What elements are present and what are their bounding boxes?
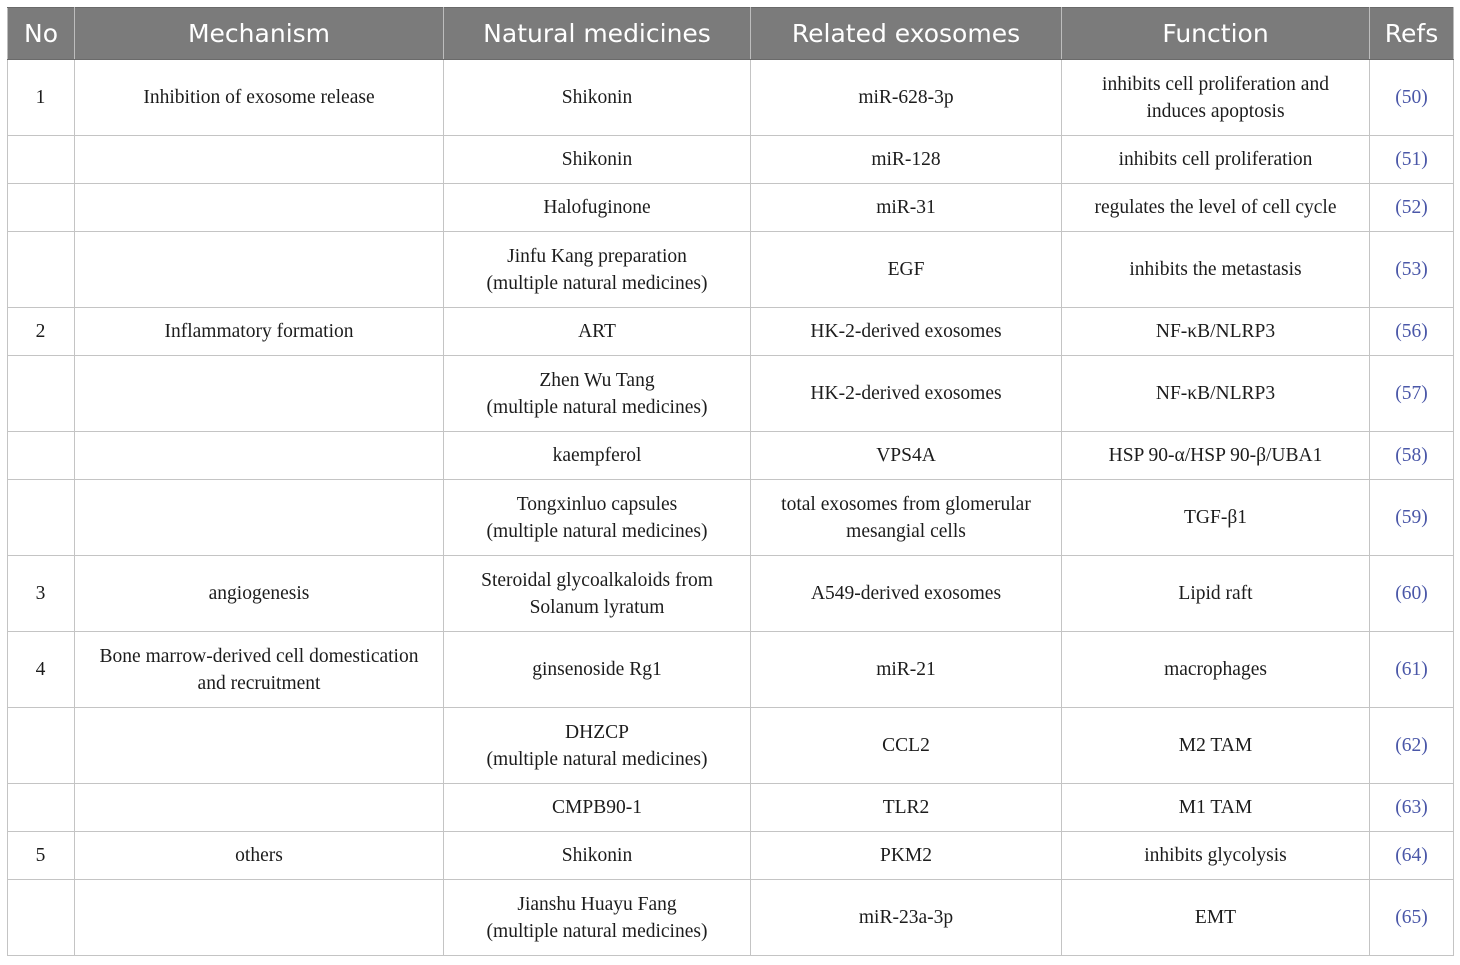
cell-text-line: M1 TAM	[1178, 797, 1253, 818]
cell-natural-medicine	[444, 60, 751, 136]
cell-text-line: VPS4A	[876, 445, 936, 466]
cell-text-line: (multiple natural medicines)	[486, 520, 708, 542]
cell-related-exosome	[751, 880, 1062, 956]
cell-ref	[1370, 432, 1454, 480]
cell-text-line: A549-derived exosomes	[810, 583, 1002, 604]
cell-text-line: HSP 90-α/HSP 90-β/UBA1	[1108, 445, 1323, 466]
cell-related-exosome	[751, 832, 1062, 880]
mechanism-text: angiogenesis	[208, 583, 310, 604]
cell-mechanism	[75, 784, 444, 832]
reference-link[interactable]: (60)	[1395, 583, 1428, 604]
cell-mechanism	[75, 308, 444, 356]
cell-no	[8, 60, 75, 136]
cell-function	[1062, 136, 1370, 184]
header-refs: Refs	[1370, 8, 1454, 60]
cell-text-line: miR-21	[876, 659, 936, 680]
header-natural-medicines: Natural medicines	[444, 8, 751, 60]
cell-mechanism	[75, 356, 444, 432]
cell-text-line: EGF	[887, 259, 925, 280]
cell-text-line: NF-κB/NLRP3	[1155, 321, 1276, 342]
cell-natural-medicine	[444, 432, 751, 480]
cell-related-exosome	[751, 184, 1062, 232]
cell-text-line: (multiple natural medicines)	[486, 396, 708, 418]
cell-ref	[1370, 708, 1454, 784]
cell-natural-medicine	[444, 708, 751, 784]
table-row	[8, 708, 1454, 784]
reference-link[interactable]: (59)	[1395, 507, 1428, 528]
cell-ref	[1370, 832, 1454, 880]
table-row	[8, 880, 1454, 956]
cell-no	[8, 356, 75, 432]
cell-ref	[1370, 480, 1454, 556]
cell-mechanism	[75, 432, 444, 480]
cell-mechanism	[75, 880, 444, 956]
cell-ref	[1370, 308, 1454, 356]
reference-link[interactable]: (50)	[1395, 87, 1428, 108]
table-row	[8, 832, 1454, 880]
cell-text-line: Tongxinluo capsules	[516, 493, 678, 515]
cell-function	[1062, 432, 1370, 480]
cell-mechanism	[75, 480, 444, 556]
cell-function	[1062, 480, 1370, 556]
cell-ref	[1370, 556, 1454, 632]
table-row	[8, 784, 1454, 832]
cell-mechanism	[75, 632, 444, 708]
cell-related-exosome	[751, 136, 1062, 184]
header-function: Function	[1062, 8, 1370, 60]
cell-text-line: (multiple natural medicines)	[486, 920, 708, 942]
cell-function	[1062, 832, 1370, 880]
cell-natural-medicine	[444, 784, 751, 832]
cell-related-exosome	[751, 432, 1062, 480]
cell-text-line: PKM2	[879, 845, 933, 866]
mechanism-text: Bone marrow-derived cell domestication and recruitment	[99, 645, 419, 694]
cell-related-exosome	[751, 356, 1062, 432]
cell-text-line: mesangial cells	[846, 520, 966, 542]
cell-no	[8, 432, 75, 480]
cell-function	[1062, 60, 1370, 136]
cell-text-line: M2 TAM	[1178, 735, 1253, 756]
cell-text-line: (multiple natural medicines)	[486, 272, 708, 294]
cell-function	[1062, 880, 1370, 956]
cell-text-line: EMT	[1194, 907, 1237, 928]
cell-text-line: Shikonin	[561, 87, 633, 108]
cell-natural-medicine	[444, 632, 751, 708]
cell-ref	[1370, 356, 1454, 432]
reference-link[interactable]: (62)	[1395, 735, 1428, 756]
cell-natural-medicine	[444, 556, 751, 632]
cell-text-line: kaempferol	[552, 445, 642, 466]
cell-natural-medicine	[444, 136, 751, 184]
table-row	[8, 60, 1454, 136]
cell-no	[8, 832, 75, 880]
cell-related-exosome	[751, 480, 1062, 556]
table-body	[8, 60, 1454, 956]
cell-natural-medicine	[444, 832, 751, 880]
cell-text-line: inhibits cell proliferation and	[1102, 73, 1329, 95]
table-row	[8, 184, 1454, 232]
cell-ref	[1370, 60, 1454, 136]
cell-text-line: Zhen Wu Tang	[539, 369, 655, 391]
cell-text-line: TGF-β1	[1183, 507, 1247, 528]
cell-text-line: NF-κB/NLRP3	[1155, 383, 1276, 404]
header-related-exosomes: Related exosomes	[751, 8, 1062, 60]
cell-related-exosome	[751, 708, 1062, 784]
cell-text-line: DHZCP	[565, 721, 629, 743]
cell-no	[8, 308, 75, 356]
cell-no	[8, 184, 75, 232]
cell-function	[1062, 356, 1370, 432]
header-mechanism: Mechanism	[75, 8, 444, 60]
cell-text-line: miR-628-3p	[858, 87, 954, 108]
table-row	[8, 432, 1454, 480]
cell-function	[1062, 556, 1370, 632]
cell-no	[8, 136, 75, 184]
cell-natural-medicine	[444, 232, 751, 308]
cell-text-line: Steroidal glycoalkaloids from	[481, 569, 713, 591]
reference-link[interactable]: (51)	[1395, 149, 1428, 170]
cell-text-line: (multiple natural medicines)	[486, 748, 708, 770]
table-row	[8, 556, 1454, 632]
cell-text-line: miR-128	[871, 149, 941, 170]
cell-mechanism	[75, 232, 444, 308]
cell-text-line: macrophages	[1164, 659, 1267, 680]
cell-text-line: TLR2	[882, 797, 930, 818]
reference-link[interactable]: (58)	[1395, 445, 1428, 466]
cell-function	[1062, 784, 1370, 832]
cell-text-line: miR-23a-3p	[858, 907, 954, 928]
reference-link[interactable]: (56)	[1395, 321, 1428, 342]
cell-ref	[1370, 184, 1454, 232]
cell-ref	[1370, 232, 1454, 308]
cell-text-line: Shikonin	[561, 149, 633, 170]
cell-related-exosome	[751, 632, 1062, 708]
cell-mechanism	[75, 832, 444, 880]
cell-related-exosome	[751, 232, 1062, 308]
cell-text-line: CMPB90-1	[552, 797, 642, 818]
cell-no	[8, 480, 75, 556]
cell-text-line: inhibits glycolysis	[1144, 845, 1287, 866]
reference-link[interactable]: (63)	[1395, 797, 1428, 818]
cell-text-line: induces apoptosis	[1146, 100, 1285, 122]
row-number: 4	[35, 659, 46, 680]
reference-link[interactable]: (52)	[1395, 197, 1428, 218]
cell-mechanism	[75, 136, 444, 184]
row-number: 1	[35, 87, 46, 108]
table-header-row	[8, 8, 1454, 60]
cell-text-line: Jianshu Huayu Fang	[517, 893, 677, 915]
table-row	[8, 136, 1454, 184]
cell-ref	[1370, 784, 1454, 832]
cell-natural-medicine	[444, 480, 751, 556]
cell-text-line: HK-2-derived exosomes	[810, 383, 1002, 404]
cell-text-line: inhibits the metastasis	[1129, 259, 1302, 280]
cell-text-line: Halofuginone	[543, 197, 651, 218]
cell-no	[8, 708, 75, 784]
cell-related-exosome	[751, 308, 1062, 356]
mechanism-text: others	[235, 845, 283, 866]
data-table-container	[7, 7, 1453, 956]
cell-text-line: regulates the level of cell cycle	[1094, 197, 1337, 218]
reference-link[interactable]: (61)	[1395, 659, 1428, 680]
cell-ref	[1370, 136, 1454, 184]
cell-text-line: CCL2	[882, 735, 930, 756]
cell-natural-medicine	[444, 356, 751, 432]
cell-function	[1062, 232, 1370, 308]
reference-link[interactable]: (65)	[1395, 907, 1428, 928]
table-row	[8, 308, 1454, 356]
cell-function	[1062, 184, 1370, 232]
cell-no	[8, 232, 75, 308]
cell-mechanism	[75, 556, 444, 632]
cell-no	[8, 784, 75, 832]
cell-function	[1062, 632, 1370, 708]
cell-natural-medicine	[444, 880, 751, 956]
cell-text-line: miR-31	[876, 197, 936, 218]
mechanism-text: Inflammatory formation	[164, 321, 354, 342]
cell-text-line: Shikonin	[561, 845, 633, 866]
reference-link[interactable]: (57)	[1395, 383, 1428, 404]
table-row	[8, 232, 1454, 308]
table-row	[8, 480, 1454, 556]
table-row	[8, 632, 1454, 708]
reference-link[interactable]: (64)	[1395, 845, 1428, 866]
header-no: No	[8, 8, 75, 60]
cell-related-exosome	[751, 556, 1062, 632]
cell-mechanism	[75, 708, 444, 784]
cell-no	[8, 880, 75, 956]
cell-text-line: ginsenoside Rg1	[532, 659, 662, 680]
cell-ref	[1370, 632, 1454, 708]
cell-mechanism	[75, 184, 444, 232]
mechanism-text: Inhibition of exosome release	[143, 87, 375, 108]
cell-related-exosome	[751, 784, 1062, 832]
cell-text-line: HK-2-derived exosomes	[810, 321, 1002, 342]
cell-no	[8, 632, 75, 708]
row-number: 2	[35, 321, 46, 342]
cell-text-line: total exosomes from glomerular	[781, 493, 1031, 515]
cell-text-line: ART	[578, 321, 616, 342]
cell-related-exosome	[751, 60, 1062, 136]
cell-ref	[1370, 880, 1454, 956]
cell-text-line: Solanum lyratum	[529, 596, 665, 618]
cell-function	[1062, 308, 1370, 356]
row-number: 3	[35, 583, 46, 604]
cell-natural-medicine	[444, 308, 751, 356]
cell-text-line: Lipid raft	[1178, 583, 1253, 604]
table-row	[8, 356, 1454, 432]
reference-link[interactable]: (53)	[1395, 259, 1428, 280]
cell-function	[1062, 708, 1370, 784]
row-number: 5	[35, 845, 46, 866]
cell-text-line: inhibits cell proliferation	[1118, 149, 1313, 170]
cell-text-line: Jinfu Kang preparation	[507, 245, 687, 267]
cell-no	[8, 556, 75, 632]
cell-mechanism	[75, 60, 444, 136]
cell-natural-medicine	[444, 184, 751, 232]
data-table	[7, 7, 1454, 956]
